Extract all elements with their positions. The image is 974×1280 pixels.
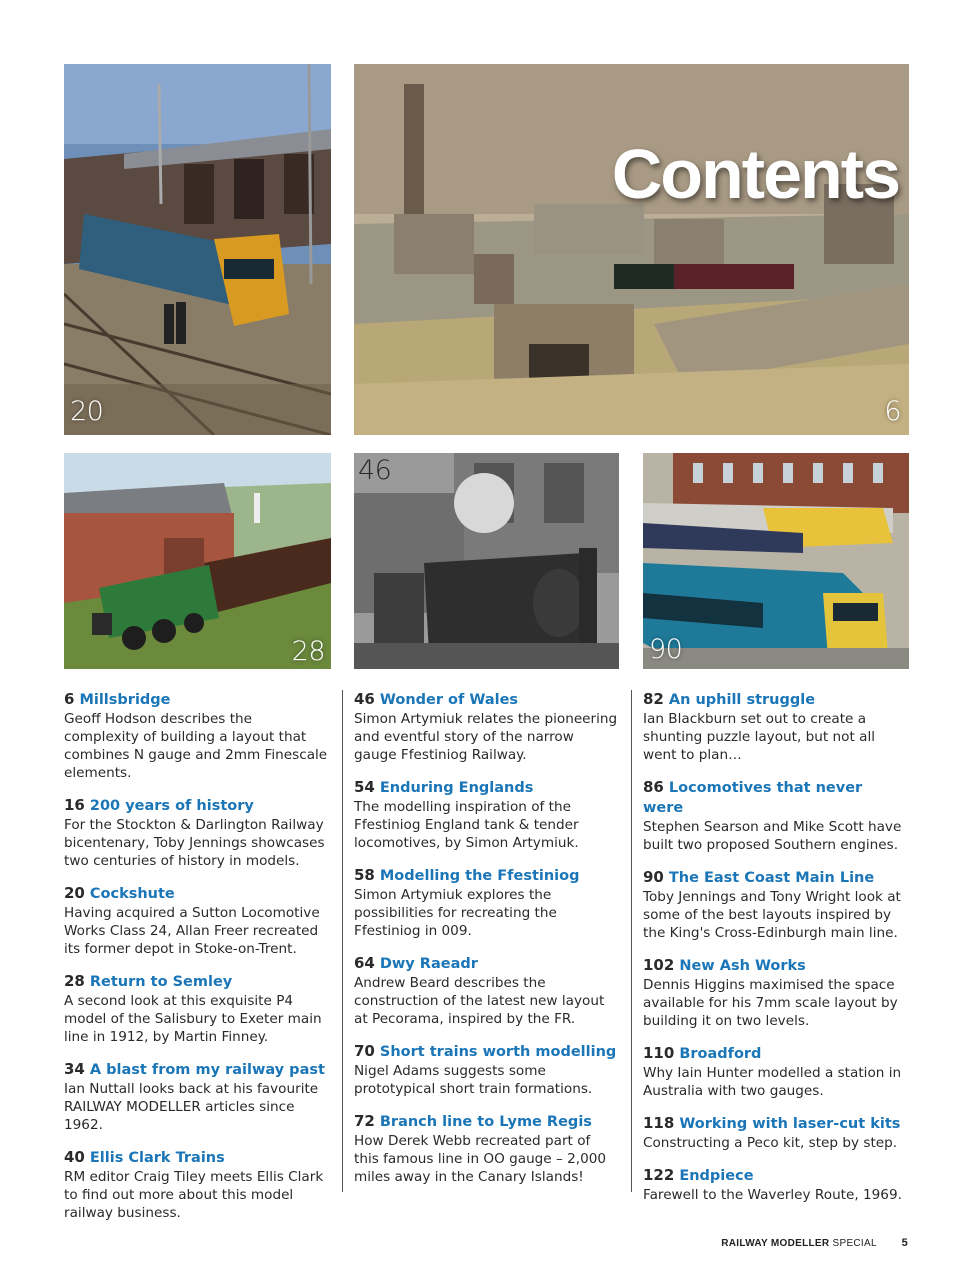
entry-description: Stephen Searson and Mike Scott have built two proposed Southern engines. [643, 819, 902, 853]
entry-title[interactable]: New Ash Works [679, 958, 806, 974]
entry-description: The modelling inspiration of the Ffestiniog England tank & tender locomotives, by Simon Artymiuk. [354, 799, 579, 851]
photo-bw-saddle-tank [354, 453, 619, 669]
column-divider [342, 690, 343, 1192]
entry-page-number: 46 [354, 690, 375, 708]
entry-page-number: 34 [64, 1060, 85, 1078]
photo-dmu-depot [64, 64, 331, 435]
entry-title[interactable]: Locomotives that never were [643, 780, 863, 816]
entry-heading [64, 796, 328, 816]
contents-entry[interactable] [643, 1166, 907, 1204]
contents-entry[interactable] [643, 778, 907, 854]
entry-title[interactable]: Short trains worth modelling [379, 1044, 617, 1060]
entry-description: Constructing a Peco kit, step by step. [643, 1135, 898, 1151]
entry-title[interactable]: Modelling the Ffestiniog [379, 868, 580, 884]
contents-entry[interactable] [64, 972, 328, 1046]
entry-title[interactable]: An uphill struggle [668, 692, 816, 708]
entry-page-number: 102 [643, 956, 675, 974]
entry-description: Farewell to the Waverley Route, 1969. [643, 1187, 902, 1203]
entry-page-number: 64 [354, 954, 375, 972]
entry-title[interactable]: Wonder of Wales [379, 692, 519, 708]
entry-description: RM editor Craig Tiley meets Ellis Clark to find out more about this model railway business. [64, 1169, 324, 1221]
contents-entry[interactable] [354, 954, 618, 1028]
entry-heading [354, 778, 618, 798]
photo-page-number: 28 [291, 636, 325, 667]
entry-heading [643, 868, 907, 888]
entry-page-number: 54 [354, 778, 375, 796]
photo-green-tank-loco [64, 453, 331, 669]
entry-description: For the Stockton & Darlington Railway bicentenary, Toby Jennings showcases two centuries of history in models. [64, 817, 325, 869]
contents-entry[interactable] [64, 884, 328, 958]
entry-heading [64, 1148, 328, 1168]
entry-description: Simon Artymiuk explores the possibilities for recreating the Ffestiniog in 009. [354, 887, 557, 939]
entry-title[interactable]: 200 years of history [89, 798, 254, 814]
entry-title[interactable]: Working with laser-cut kits [679, 1116, 901, 1132]
entry-heading [643, 778, 907, 818]
entry-description: Ian Blackburn set out to create a shunting puzzle layout, but not all went to plan… [643, 711, 875, 763]
entry-page-number: 6 [64, 690, 75, 708]
entry-description: Toby Jennings and Tony Wright look at some of the best layouts inspired by the King's Cross-Edinburgh main line. [643, 889, 901, 941]
photo-page-number: 90 [649, 634, 683, 665]
contents-entry[interactable] [64, 690, 328, 782]
contents-entry[interactable] [643, 690, 907, 764]
entry-heading [643, 956, 907, 976]
contents-column-2 [354, 690, 618, 1200]
page-footer [721, 1237, 908, 1249]
photo-page-number: 6 [884, 396, 901, 427]
contents-entry[interactable] [64, 796, 328, 870]
entry-title[interactable]: Millsbridge [79, 692, 171, 708]
contents-entry[interactable] [354, 778, 618, 852]
entry-description: Geoff Hodson describes the complexity of building a layout that combines N gauge and 2mm Finescale elements. [64, 711, 328, 781]
entry-title[interactable]: Cockshute [89, 886, 175, 902]
entry-description: Dennis Higgins maximised the space available for his 7mm scale layout by building it on two levels. [643, 977, 898, 1029]
entry-title[interactable]: Branch line to Lyme Regis [379, 1114, 592, 1130]
entry-heading [64, 972, 328, 992]
contents-entry[interactable] [354, 1042, 618, 1098]
entry-title[interactable]: Ellis Clark Trains [89, 1150, 225, 1166]
magazine-name: RAILWAY MODELLER [721, 1238, 830, 1249]
entry-page-number: 28 [64, 972, 85, 990]
entry-page-number: 20 [64, 884, 85, 902]
contents-entry[interactable] [354, 866, 618, 940]
entry-heading [64, 884, 328, 904]
entry-page-number: 16 [64, 796, 85, 814]
entry-description: Why Iain Hunter modelled a station in Australia with two gauges. [643, 1065, 902, 1099]
entry-title[interactable]: Return to Semley [89, 974, 233, 990]
contents-entry[interactable] [354, 1112, 618, 1186]
entry-heading [64, 690, 328, 710]
entry-page-number: 122 [643, 1166, 675, 1184]
entry-page-number: 90 [643, 868, 664, 886]
entry-title[interactable]: The East Coast Main Line [668, 870, 875, 886]
entry-heading [643, 1166, 907, 1186]
entry-description: Nigel Adams suggests some prototypical short train formations. [354, 1063, 593, 1097]
contents-entry[interactable] [643, 956, 907, 1030]
entry-description: Simon Artymiuk relates the pioneering and eventful story of the narrow gauge Ffestiniog Railway. [354, 711, 618, 763]
page-title: Contents [611, 135, 899, 213]
entry-description: Having acquired a Sutton Locomotive Works Class 24, Allan Freer recreated its former depot in Stoke-on-Trent. [64, 905, 320, 957]
photo-ecml-deltic [643, 453, 909, 669]
entry-title[interactable]: Endpiece [679, 1168, 754, 1184]
contents-column-3 [643, 690, 907, 1218]
entry-heading [64, 1060, 328, 1080]
entry-page-number: 58 [354, 866, 375, 884]
entry-title[interactable]: A blast from my railway past [89, 1062, 325, 1078]
entry-heading [354, 690, 618, 710]
entry-heading [643, 1044, 907, 1064]
contents-entry[interactable] [64, 1060, 328, 1134]
entry-heading [643, 1114, 907, 1134]
photo-page-number: 20 [70, 396, 104, 427]
photo-page-number: 46 [358, 455, 392, 486]
entry-heading [354, 954, 618, 974]
contents-entry[interactable] [643, 1044, 907, 1100]
entry-description: Andrew Beard describes the construction of the latest new layout at Pecorama, inspired by the FR. [354, 975, 605, 1027]
entry-page-number: 118 [643, 1114, 675, 1132]
entry-heading [354, 1112, 618, 1132]
contents-entry[interactable] [643, 868, 907, 942]
entry-description: A second look at this exquisite P4 model of the Salisbury to Exeter main line in 1912, by Martin Finney. [64, 993, 322, 1045]
contents-column-1 [64, 690, 328, 1236]
entry-heading [354, 866, 618, 886]
entry-page-number: 82 [643, 690, 664, 708]
page-number: 5 [901, 1237, 908, 1249]
entry-page-number: 72 [354, 1112, 375, 1130]
column-divider [631, 690, 632, 1192]
photo-industrial-landscape [354, 64, 909, 435]
entry-heading [643, 690, 907, 710]
entry-title[interactable]: Dwy Raeadr [379, 956, 478, 972]
magazine-edition: SPECIAL [832, 1238, 877, 1249]
entry-title[interactable]: Broadford [679, 1046, 762, 1062]
contents-entry[interactable] [354, 690, 618, 764]
entry-page-number: 110 [643, 1044, 675, 1062]
entry-description: How Derek Webb recreated part of this famous line in OO gauge – 2,000 miles away in the Canary Islands! [354, 1133, 607, 1185]
entry-description: Ian Nuttall looks back at his favourite RAILWAY MODELLER articles since 1962. [64, 1081, 319, 1133]
entry-title[interactable]: Enduring Englands [379, 780, 534, 796]
entry-heading [354, 1042, 618, 1062]
contents-entry[interactable] [64, 1148, 328, 1222]
entry-page-number: 86 [643, 778, 664, 796]
contents-entry[interactable] [643, 1114, 907, 1152]
entry-page-number: 70 [354, 1042, 375, 1060]
entry-page-number: 40 [64, 1148, 85, 1166]
